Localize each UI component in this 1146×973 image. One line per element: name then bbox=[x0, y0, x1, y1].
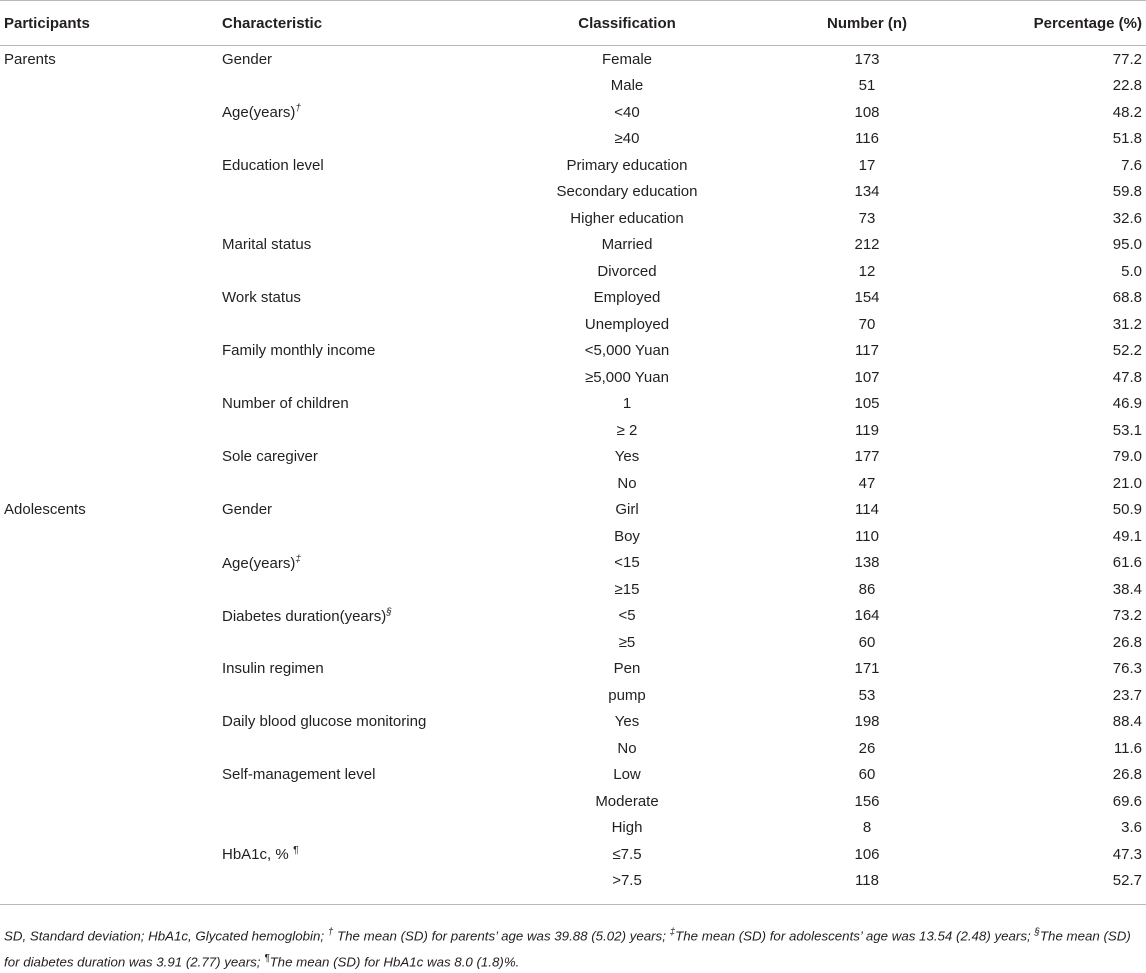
cell-number: 107 bbox=[732, 364, 1002, 391]
cell-classification: Secondary education bbox=[522, 179, 732, 206]
cell-number: 86 bbox=[732, 576, 1002, 603]
cell-characteristic bbox=[222, 444, 522, 471]
cell-percentage: 26.8 bbox=[1002, 762, 1146, 789]
cell-characteristic bbox=[222, 868, 522, 905]
cell-characteristic bbox=[222, 550, 522, 577]
cell-number: 114 bbox=[732, 497, 1002, 524]
cell-characteristic bbox=[222, 179, 522, 206]
cell-participants bbox=[0, 629, 222, 656]
cell-participants bbox=[0, 470, 222, 497]
cell-participants bbox=[0, 868, 222, 905]
characteristic-label: Work status bbox=[222, 289, 301, 306]
cell-characteristic bbox=[222, 73, 522, 100]
cell-classification: Male bbox=[522, 73, 732, 100]
table-row bbox=[0, 550, 1146, 577]
cell-participants bbox=[0, 682, 222, 709]
cell-classification: >7.5 bbox=[522, 868, 732, 905]
table-row bbox=[0, 788, 1146, 815]
cell-percentage: 11.6 bbox=[1002, 735, 1146, 762]
table-row bbox=[0, 523, 1146, 550]
cell-classification: ≥ 2 bbox=[522, 417, 732, 444]
table-row bbox=[0, 656, 1146, 683]
table-row bbox=[0, 497, 1146, 524]
cell-percentage: 76.3 bbox=[1002, 656, 1146, 683]
footnote-marker: § bbox=[386, 607, 392, 618]
cell-classification: <5 bbox=[522, 603, 732, 630]
cell-classification: 1 bbox=[522, 391, 732, 418]
cell-characteristic bbox=[222, 152, 522, 179]
cell-classification: Girl bbox=[522, 497, 732, 524]
cell-characteristic bbox=[222, 205, 522, 232]
table-row bbox=[0, 470, 1146, 497]
cell-percentage: 5.0 bbox=[1002, 258, 1146, 285]
characteristic-label: Family monthly income bbox=[222, 342, 375, 359]
cell-percentage: 48.2 bbox=[1002, 99, 1146, 126]
cell-participants bbox=[0, 285, 222, 312]
characteristic-label: Marital status bbox=[222, 236, 311, 253]
table-row bbox=[0, 73, 1146, 100]
cell-percentage: 53.1 bbox=[1002, 417, 1146, 444]
cell-classification: ≤7.5 bbox=[522, 841, 732, 868]
cell-number: 60 bbox=[732, 762, 1002, 789]
cell-number: 212 bbox=[732, 232, 1002, 259]
cell-characteristic bbox=[222, 126, 522, 153]
cell-number: 173 bbox=[732, 46, 1002, 73]
cell-classification: No bbox=[522, 735, 732, 762]
table-row bbox=[0, 868, 1146, 905]
cell-participants bbox=[0, 788, 222, 815]
cell-number: 53 bbox=[732, 682, 1002, 709]
footnote-marker: ¶ bbox=[264, 953, 269, 964]
table-row bbox=[0, 709, 1146, 736]
cell-characteristic bbox=[222, 788, 522, 815]
table-row bbox=[0, 338, 1146, 365]
cell-characteristic bbox=[222, 735, 522, 762]
cell-percentage: 73.2 bbox=[1002, 603, 1146, 630]
cell-classification: High bbox=[522, 815, 732, 842]
cell-classification: Employed bbox=[522, 285, 732, 312]
cell-characteristic bbox=[222, 417, 522, 444]
footnote-marker: ‡ bbox=[295, 554, 301, 565]
characteristic-label: Sole caregiver bbox=[222, 448, 318, 465]
cell-number: 171 bbox=[732, 656, 1002, 683]
characteristic-label: Education level bbox=[222, 157, 324, 174]
characteristic-label: Gender bbox=[222, 51, 272, 68]
cell-participants bbox=[0, 603, 222, 630]
cell-number: 177 bbox=[732, 444, 1002, 471]
cell-participants bbox=[0, 815, 222, 842]
characteristic-label: Self-management level bbox=[222, 766, 375, 783]
cell-number: 154 bbox=[732, 285, 1002, 312]
cell-classification: Higher education bbox=[522, 205, 732, 232]
footnote-text: The mean (SD) for parents’ age was 39.88 (5.02) years; bbox=[333, 928, 669, 943]
footnote-text: SD, Standard deviation; HbA1c, Glycated hemoglobin; bbox=[4, 928, 328, 943]
cell-percentage: 47.8 bbox=[1002, 364, 1146, 391]
header-number: Number (n) bbox=[732, 1, 1002, 46]
cell-number: 116 bbox=[732, 126, 1002, 153]
cell-characteristic bbox=[222, 603, 522, 630]
table-row bbox=[0, 179, 1146, 206]
characteristic-label: HbA1c, % bbox=[222, 846, 293, 863]
cell-classification: Primary education bbox=[522, 152, 732, 179]
cell-percentage: 77.2 bbox=[1002, 46, 1146, 73]
table-row bbox=[0, 815, 1146, 842]
footnote-marker: § bbox=[1034, 927, 1040, 938]
cell-classification: pump bbox=[522, 682, 732, 709]
footnote-marker: † bbox=[328, 927, 334, 938]
cell-classification: Boy bbox=[522, 523, 732, 550]
table-row bbox=[0, 391, 1146, 418]
table-row bbox=[0, 152, 1146, 179]
cell-classification: <40 bbox=[522, 99, 732, 126]
cell-percentage: 23.7 bbox=[1002, 682, 1146, 709]
cell-characteristic bbox=[222, 46, 522, 73]
cell-characteristic bbox=[222, 815, 522, 842]
cell-characteristic bbox=[222, 232, 522, 259]
table-row bbox=[0, 126, 1146, 153]
cell-percentage: 38.4 bbox=[1002, 576, 1146, 603]
cell-percentage: 22.8 bbox=[1002, 73, 1146, 100]
cell-percentage: 59.8 bbox=[1002, 179, 1146, 206]
table-row bbox=[0, 364, 1146, 391]
cell-number: 134 bbox=[732, 179, 1002, 206]
table-footnote bbox=[0, 905, 1144, 973]
cell-participants: Parents bbox=[0, 46, 222, 73]
characteristic-label: Age(years) bbox=[222, 555, 295, 572]
cell-number: 12 bbox=[732, 258, 1002, 285]
cell-characteristic bbox=[222, 523, 522, 550]
cell-participants bbox=[0, 364, 222, 391]
footnote-text: The mean (SD) for adolescents’ age was 13.54 (2.48) years; bbox=[675, 928, 1034, 943]
cell-participants bbox=[0, 735, 222, 762]
cell-percentage: 52.7 bbox=[1002, 868, 1146, 905]
cell-number: 8 bbox=[732, 815, 1002, 842]
cell-percentage: 32.6 bbox=[1002, 205, 1146, 232]
cell-classification: <15 bbox=[522, 550, 732, 577]
cell-number: 138 bbox=[732, 550, 1002, 577]
header-classification: Classification bbox=[522, 1, 732, 46]
cell-classification: Divorced bbox=[522, 258, 732, 285]
cell-participants bbox=[0, 126, 222, 153]
cell-classification: ≥15 bbox=[522, 576, 732, 603]
cell-characteristic bbox=[222, 258, 522, 285]
characteristic-label: Diabetes duration(years) bbox=[222, 608, 386, 625]
cell-percentage: 69.6 bbox=[1002, 788, 1146, 815]
cell-percentage: 31.2 bbox=[1002, 311, 1146, 338]
cell-participants bbox=[0, 550, 222, 577]
cell-number: 47 bbox=[732, 470, 1002, 497]
header-row bbox=[0, 1, 1146, 46]
cell-participants bbox=[0, 232, 222, 259]
table-row bbox=[0, 99, 1146, 126]
table-row bbox=[0, 762, 1146, 789]
cell-characteristic bbox=[222, 576, 522, 603]
table-body bbox=[0, 46, 1146, 905]
cell-participants bbox=[0, 576, 222, 603]
cell-participants bbox=[0, 444, 222, 471]
cell-characteristic bbox=[222, 99, 522, 126]
cell-classification: Yes bbox=[522, 444, 732, 471]
cell-number: 70 bbox=[732, 311, 1002, 338]
cell-characteristic bbox=[222, 841, 522, 868]
cell-number: 198 bbox=[732, 709, 1002, 736]
cell-classification: Unemployed bbox=[522, 311, 732, 338]
table-row bbox=[0, 629, 1146, 656]
cell-percentage: 88.4 bbox=[1002, 709, 1146, 736]
cell-percentage: 3.6 bbox=[1002, 815, 1146, 842]
cell-participants bbox=[0, 841, 222, 868]
cell-classification: <5,000 Yuan bbox=[522, 338, 732, 365]
cell-characteristic bbox=[222, 311, 522, 338]
footnote-marker: † bbox=[295, 103, 301, 114]
cell-percentage: 49.1 bbox=[1002, 523, 1146, 550]
cell-classification: ≥5 bbox=[522, 629, 732, 656]
cell-number: 106 bbox=[732, 841, 1002, 868]
cell-number: 164 bbox=[732, 603, 1002, 630]
cell-percentage: 47.3 bbox=[1002, 841, 1146, 868]
table-row bbox=[0, 258, 1146, 285]
cell-number: 26 bbox=[732, 735, 1002, 762]
characteristic-label: Age(years) bbox=[222, 104, 295, 121]
cell-participants bbox=[0, 391, 222, 418]
cell-participants bbox=[0, 709, 222, 736]
characteristic-label: Insulin regimen bbox=[222, 660, 324, 677]
footnote-marker: ¶ bbox=[293, 845, 298, 856]
cell-number: 60 bbox=[732, 629, 1002, 656]
cell-number: 51 bbox=[732, 73, 1002, 100]
characteristic-label: Number of children bbox=[222, 395, 349, 412]
table-row bbox=[0, 205, 1146, 232]
cell-participants bbox=[0, 762, 222, 789]
table-row bbox=[0, 576, 1146, 603]
cell-percentage: 79.0 bbox=[1002, 444, 1146, 471]
cell-percentage: 61.6 bbox=[1002, 550, 1146, 577]
cell-participants bbox=[0, 338, 222, 365]
cell-number: 117 bbox=[732, 338, 1002, 365]
characteristic-label: Daily blood glucose monitoring bbox=[222, 713, 426, 730]
cell-characteristic bbox=[222, 497, 522, 524]
cell-participants bbox=[0, 179, 222, 206]
cell-number: 17 bbox=[732, 152, 1002, 179]
cell-percentage: 95.0 bbox=[1002, 232, 1146, 259]
table-row bbox=[0, 682, 1146, 709]
cell-characteristic bbox=[222, 285, 522, 312]
table-row bbox=[0, 417, 1146, 444]
table-row bbox=[0, 285, 1146, 312]
cell-number: 73 bbox=[732, 205, 1002, 232]
cell-classification: Married bbox=[522, 232, 732, 259]
cell-classification: No bbox=[522, 470, 732, 497]
header-participants: Participants bbox=[0, 1, 222, 46]
cell-participants bbox=[0, 417, 222, 444]
cell-number: 110 bbox=[732, 523, 1002, 550]
table-row bbox=[0, 46, 1146, 73]
cell-participants bbox=[0, 99, 222, 126]
table-row bbox=[0, 311, 1146, 338]
cell-participants bbox=[0, 205, 222, 232]
cell-percentage: 50.9 bbox=[1002, 497, 1146, 524]
cell-participants bbox=[0, 523, 222, 550]
cell-percentage: 46.9 bbox=[1002, 391, 1146, 418]
cell-percentage: 51.8 bbox=[1002, 126, 1146, 153]
table-row bbox=[0, 444, 1146, 471]
cell-classification: ≥40 bbox=[522, 126, 732, 153]
cell-characteristic bbox=[222, 470, 522, 497]
cell-number: 156 bbox=[732, 788, 1002, 815]
table-row bbox=[0, 603, 1146, 630]
cell-classification: Female bbox=[522, 46, 732, 73]
cell-percentage: 26.8 bbox=[1002, 629, 1146, 656]
footnote-text: The mean (SD) for HbA1c was 8.0 (1.8)%. bbox=[270, 954, 520, 969]
footnote-marker: ‡ bbox=[670, 927, 676, 938]
cell-participants bbox=[0, 152, 222, 179]
cell-characteristic bbox=[222, 629, 522, 656]
cell-characteristic bbox=[222, 338, 522, 365]
cell-participants bbox=[0, 73, 222, 100]
cell-number: 105 bbox=[732, 391, 1002, 418]
cell-participants bbox=[0, 656, 222, 683]
cell-participants bbox=[0, 311, 222, 338]
cell-classification: Moderate bbox=[522, 788, 732, 815]
table-row bbox=[0, 735, 1146, 762]
cell-number: 108 bbox=[732, 99, 1002, 126]
header-percentage: Percentage (%) bbox=[1002, 1, 1146, 46]
footnote-text: The mean (SD) for diabetes duration was 3.91 (2.77) years; bbox=[4, 928, 1131, 969]
cell-percentage: 7.6 bbox=[1002, 152, 1146, 179]
cell-characteristic bbox=[222, 656, 522, 683]
cell-classification: Low bbox=[522, 762, 732, 789]
header-characteristic: Characteristic bbox=[222, 1, 522, 46]
cell-percentage: 68.8 bbox=[1002, 285, 1146, 312]
cell-characteristic bbox=[222, 762, 522, 789]
cell-classification: Pen bbox=[522, 656, 732, 683]
cell-percentage: 21.0 bbox=[1002, 470, 1146, 497]
table-row bbox=[0, 841, 1146, 868]
cell-percentage: 52.2 bbox=[1002, 338, 1146, 365]
cell-characteristic bbox=[222, 682, 522, 709]
cell-participants: Adolescents bbox=[0, 497, 222, 524]
cell-classification: Yes bbox=[522, 709, 732, 736]
table-row bbox=[0, 232, 1146, 259]
cell-characteristic bbox=[222, 709, 522, 736]
cell-number: 118 bbox=[732, 868, 1002, 905]
cell-number: 119 bbox=[732, 417, 1002, 444]
cell-characteristic bbox=[222, 364, 522, 391]
cell-participants bbox=[0, 258, 222, 285]
cell-characteristic bbox=[222, 391, 522, 418]
characteristic-label: Gender bbox=[222, 501, 272, 518]
cell-classification: ≥5,000 Yuan bbox=[522, 364, 732, 391]
